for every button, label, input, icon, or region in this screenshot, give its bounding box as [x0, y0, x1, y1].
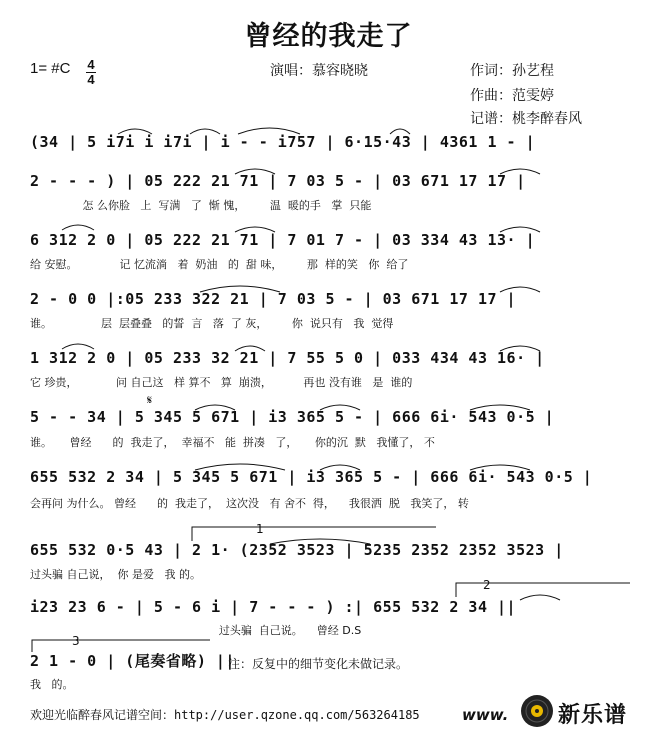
notation-row-3: 6 312 2 0 | 05 222 21 71 | 7 01 7 - | 03 334 43 13· |: [30, 231, 536, 249]
brand-www: www.: [462, 706, 509, 724]
slur-mark: [320, 465, 360, 470]
notation-row-10: 2 1 - 0 | (尾奏省略) ||: [30, 652, 235, 670]
slur-mark: [118, 129, 152, 134]
volta-2-label: 2: [483, 578, 491, 592]
notation-row-9: i23 23 6 - | 5 - 6 i | 7 - - - ) :| 655 532 2 34 ||: [30, 598, 517, 616]
slur-mark: [320, 405, 360, 410]
lyric-row-5: 它 珍贵， 问 自己这 样 算不 算 崩溃， 再也 没有谁 是 谁的: [30, 376, 413, 389]
singer-credit: 演唱：慕容晓晓: [270, 63, 368, 79]
lyricist-credit: 作词：孙艺程: [470, 63, 554, 79]
slur-mark: [62, 225, 94, 230]
notation-row-8: 655 532 0·5 43 | 2 1· (2352 3523 | 5235 2352 2352 3523 |: [30, 541, 564, 559]
notation-row-6: 5 - - 34 | 5 345 5 671 | i3 365 5 - | 666 6i· 543 0·5 |: [30, 408, 555, 426]
slur-mark: [470, 405, 530, 410]
slur-mark: [195, 405, 235, 410]
volta-1-label: 1: [256, 522, 264, 536]
notation-row-4: 2 - 0 0 |:05 233 322 21 | 7 03 5 - | 03 671 17 17 |: [30, 290, 517, 308]
time-signature-beats: 4: [87, 57, 95, 72]
notation-row-1: (34 | 5 i7i i i7i | i - - i757 | 6·15·43 | 4361 1 - |: [30, 133, 536, 151]
time-signature-unit: 4: [87, 72, 95, 87]
slur-mark: [238, 128, 300, 134]
slur-mark: [62, 344, 94, 349]
slur-mark: [235, 346, 265, 351]
slur-mark: [200, 286, 280, 292]
slur-mark: [390, 129, 410, 134]
notation-row-7: 655 532 2 34 | 5 345 5 671 | i3 365 5 - | 666 6i· 543 0·5 |: [30, 468, 593, 486]
slur-mark: [235, 227, 275, 232]
vinyl-record-icon: [520, 694, 554, 728]
lyric-row-8: 过头骗 自己说， 你 是爱 我 的。: [30, 568, 201, 581]
notation-row-2: 2 - - - ) | 05 222 21 71 | 7 03 5 - | 03 671 17 17 |: [30, 172, 526, 190]
brand-logo-text: 新乐谱: [558, 703, 628, 728]
transcriber-credit: 记谱：桃李醉春风: [470, 111, 582, 127]
lyric-row-9: 过头骗 自己说。 曾经 D.S: [30, 624, 362, 637]
annotation-note: 注：反复中的细节变化未做记录。: [228, 657, 409, 671]
slur-mark: [500, 287, 540, 292]
lyric-row-7: 会再问 为什么。 曾经 的 我走了， 这次没 有 舍不 得， 我很洒 脱 我笑了， 转: [30, 497, 469, 510]
song-title: 曾经的我走了: [244, 21, 413, 52]
lyric-row-3: 给 安慰。 记 忆流淌 着 奶油 的 甜 味， 那 样的笑 你 给了: [30, 258, 409, 271]
composer-credit: 作曲：范雯婷: [470, 88, 554, 104]
slur-mark: [470, 465, 530, 470]
volta-3-label: 3: [72, 634, 80, 648]
slur-mark: [520, 595, 560, 600]
lyric-row-10: 我 的。: [30, 678, 74, 691]
slur-mark: [195, 464, 285, 470]
lyric-row-2: 怎 么你脸 上 写满 了 惭 愧， 温 暖的手 掌 只能: [30, 199, 372, 212]
lyric-row-4: 谁。 层 层叠叠 的誓 言 落 了 灰， 你 说只有 我 觉得: [30, 317, 394, 330]
slur-mark: [500, 227, 540, 232]
slur-mark: [235, 169, 275, 174]
slur-mark: [500, 346, 540, 351]
footer-text: 欢迎光临醉春风记谱空间：http://user.qzone.qq.com/563264185: [30, 708, 420, 722]
key-signature: 1= #C: [30, 60, 71, 77]
notation-row-5: 1 312 2 0 | 05 233 32 21 | 7 55 5 0 | 033 434 43 16· |: [30, 349, 545, 367]
volta-3-bracket: [32, 640, 210, 652]
lyric-row-6: 谁。 曾经 的 我走了， 幸福不 能 拼凑 了， 你的沉 默 我懂了， 不: [30, 436, 435, 449]
slur-mark: [500, 169, 540, 174]
segno-sign: 𝄋: [147, 393, 153, 407]
slur-mark: [190, 129, 220, 134]
slur-mark: [270, 539, 370, 544]
